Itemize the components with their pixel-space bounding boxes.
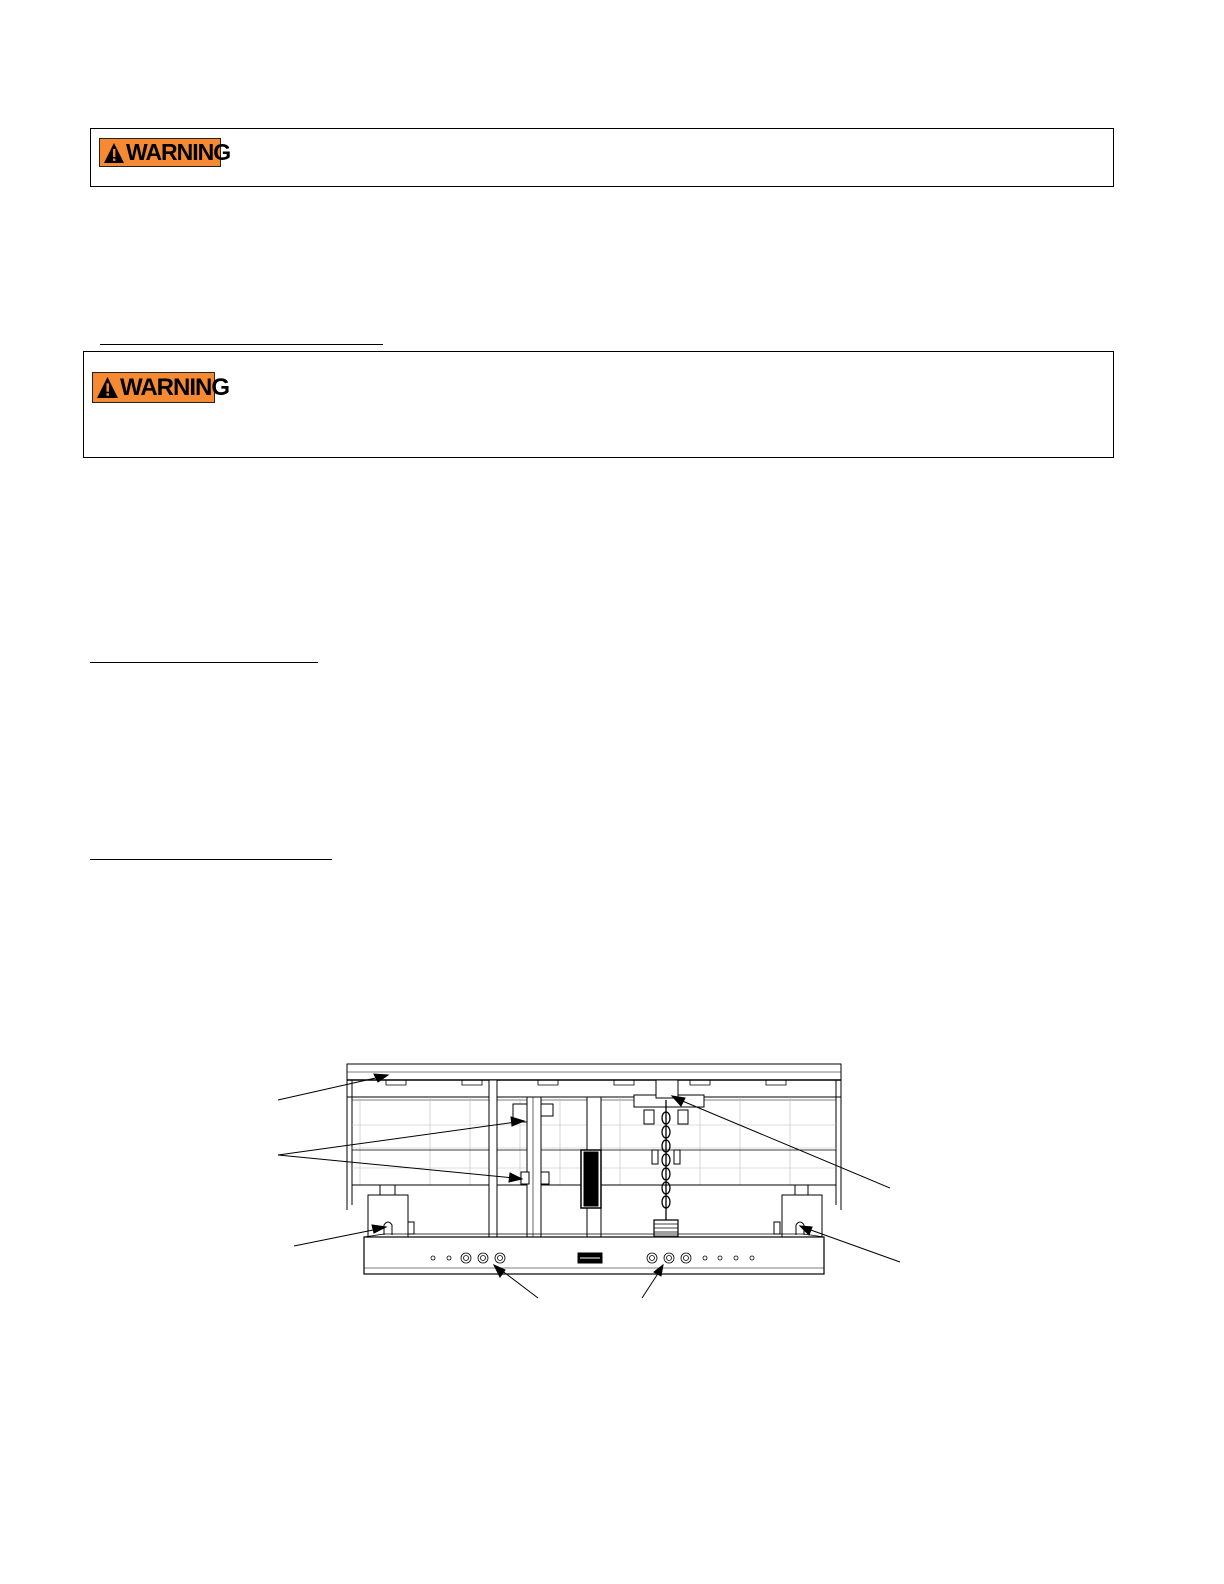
warning-box-2 xyxy=(83,351,1114,458)
warning-label-text: WARNING xyxy=(126,139,231,165)
warning-label xyxy=(92,372,229,403)
warning-label xyxy=(99,138,231,167)
warning-label-text: WARNING xyxy=(120,373,229,401)
section-heading-underline xyxy=(90,662,318,663)
section-heading-underline xyxy=(90,859,332,860)
warning-box-1 xyxy=(90,128,1114,187)
warning-triangle-icon xyxy=(96,376,119,399)
dock-leveler-diagram xyxy=(270,1060,910,1305)
section-heading-underline xyxy=(100,344,383,345)
warning-triangle-icon xyxy=(103,142,125,164)
